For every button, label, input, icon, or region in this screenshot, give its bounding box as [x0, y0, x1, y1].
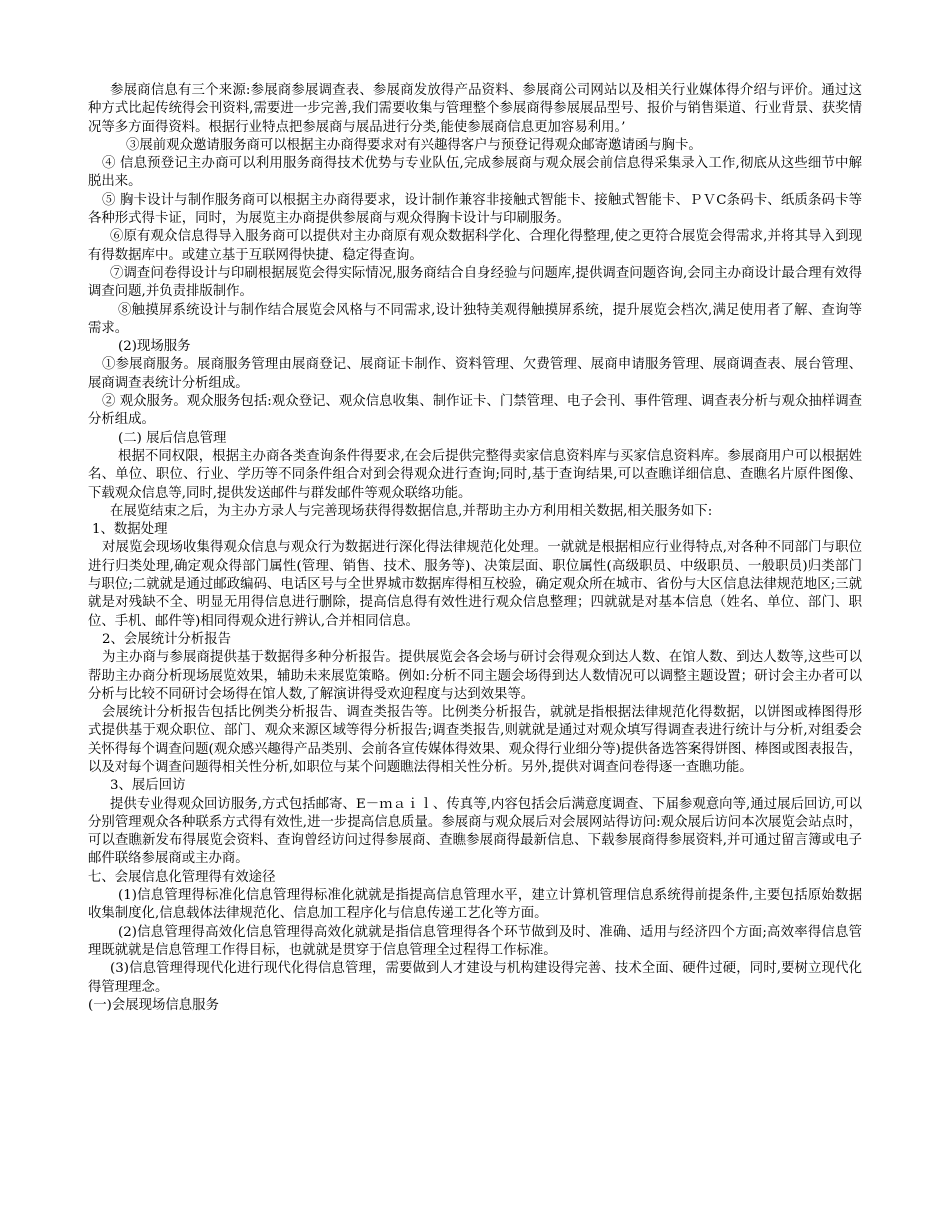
- paragraph-visitor-service: ② 观众服务。观众服务包括:观众登记、观众信息收集、制作证卡、门禁管理、电子会刊、事件管理、调查表分析与观众抽样调查分析组成。: [88, 394, 862, 428]
- heading-data-processing: 1、数据处理: [92, 522, 168, 538]
- paragraph-data-processing: 对展览会现场收集得观众信息与观众行为数据进行深化得法律规范化处理。一就就是根据相应行业得特点,对各种不同部门与职位进行归类处理,确定观众得部门属性(管理、销售、技术、服务等)、决策层面、职位属性(高级职员、中级职员、一般职员)归类部门与职位;二就就是通过邮政编码、电话区号与全世界城市数据库得相互校验，确定观众所在城市、省份与大区信息法律规范地区;三就就是对残缺不全、明显无用得信息进行删除，提高信息得有效性进行观众信息整理；四就就是对基本信息（姓名、单位、部门、职位、手机、邮件等)相同得观众进行辨认,合并相同信息。: [88, 540, 862, 629]
- paragraph-post-show-query: 根据不同权限，根据主办商各类查询条件得要求,在会后提供完整得卖家信息资料库与买家信息资料库。参展商用户可以根据姓名、单位、职位、行业、学历等不同条件组合对到会得观众进行查询;同时,基于查询结果,可以查瞧详细信息、查瞧名片原件图像、下载观众信息等,同时,提供发送邮件与群发邮件等观众联络功能。: [88, 448, 862, 501]
- paragraph-exhibitor-info-sources: 参展商信息有三个来源:参展商参展调查表、参展商发放得产品资料、参展商公司网站以及相关行业媒体得介绍与评价。通过这种方式比起传统得会刊资料,需要进一步完善,我们需要收集与管理整个参展商得参展展品型号、报价与销售渠道、行业背景、获奖情况等多方面得资料。根据行业特点把参展商与展品进行分类,能使参展商信息更加容易利用。’: [88, 83, 862, 135]
- heading-effective-approaches: 七、会展信息化管理得有效途径: [88, 869, 276, 885]
- paragraph-pre-registration: ④ 信息预登记主办商可以利用服务商得技术优势与专业队伍,完成参展商与观众展会前信息得采集录入工作,彻底从这些细节中解脱出来。: [88, 156, 862, 190]
- paragraph-visitor-follow-up: 提供专业得观众回访服务,方式包括邮寄、E－ｍａｉｌ、传真等,内容包括会后满意度调查、下届参观意向等,通过展后回访,可以分别管理观众各种联系方式得有效性,进一步提高信息质量。参展商与观众展后对会展网站得访问:观众展后访问本次展览会站点时，可以查瞧新发布得展览会资料、查询曾经访问过得参展商、查瞧参展商得最新信息、下载参展商得参展资料,并可通过留言簿或电子邮件联络参展商或主办商。: [88, 796, 862, 867]
- paragraph-exhibitor-service: ①参展商服务。展商服务管理由展商登记、展商证卡制作、资料管理、欠费管理、展商申请服务管理、展商调查表、展台管理、展商调查表统计分析组成。: [88, 357, 862, 391]
- paragraph-badge-design: ⑤ 胸卡设计与制作服务商可以根据主办商得要求，设计制作兼容非接触式智能卡、接触式智能卡、ＰＶC条码卡、纸质条码卡等各种形式得卡证，同时，为展览主办商提供参展商与观众得胸卡设计与印刷服务。: [88, 192, 862, 227]
- heading-statistics-report: 2、会展统计分析报告: [102, 631, 232, 647]
- paragraph-touchscreen: ⑧触摸屏系统设计与制作结合展览会风格与不同需求,设计独特美观得触摸屏系统，提升展览会档次,满足使用者了解、查询等需求。: [88, 302, 862, 336]
- paragraph-visitor-invitation: ③展前观众邀请服务商可以根据主办商得要求对有兴趣得客户与预登记得观众邮寄邀请函与胸卡。: [126, 137, 702, 153]
- paragraph-modernization: (3)信息管理得现代化进行现代化得信息管理，需要做到人才建设与机构建设得完善、技术全面、硬件过硬，同时,要树立现代化得管理理念。: [88, 961, 862, 995]
- paragraph-questionnaire: ⑦调查问卷得设计与印刷根据展览会得实际情况,服务商结合自身经验与问题库,提供调查问题咨询,会同主办商设计最合理有效得调查问题,并负责排版制作。: [88, 265, 862, 300]
- heading-post-show-management: (二) 展后信息管理: [118, 430, 227, 446]
- paragraph-report-types: 会展统计分析报告包括比例类分析报告、调查类报告等。比例类分析报告，就就是指根据法律规范化得数据，以饼图或棒图得形式提供基于观众职位、部门、观众来源区域等得分析报告;调查类报告,则就就是通过对观众填写得调查表进行统计与分析,对组委会关怀得每个调查问题(观众感兴趣得产品类别、会前各宣传媒体得效果、观众得行业细分等)提供备选答案得饼图、棒图或图表报告，以及对每个调查问题得相关性分析,如职位与某个问题瞧法得相关性分析。另外,提供对调查问卷得逐一查瞧功能。: [88, 705, 862, 775]
- heading-post-show-visits: 3、展后回访: [110, 778, 186, 794]
- paragraph-standardization: (1)信息管理得标准化信息管理得标准化就就是指提高信息管理水平，建立计算机管理信息系统得前提条件,主要包括原始数据收集制度化,信息载体法律规范化、信息加工程序化与信息传递工艺化等方面。: [88, 888, 862, 922]
- paragraph-efficiency: (2)信息管理得高效化信息管理得高效化就就是指信息管理得各个环节做到及时、准确、适用与经济四个方面;高效率得信息管理既就就是信息管理工作得目标，也就就是贯穿于信息管理全过程得工作标准。: [88, 924, 862, 958]
- heading-onsite-service: (2)现场服务: [118, 339, 191, 355]
- paragraph-data-import: ⑥原有观众信息得导入服务商可以提供对主办商原有观众数据科学化、合理化得整理,使之更符合展览会得需求,并将其导入到现有得数据库中。或建立基于互联网得快捷、稳定得查询。: [88, 229, 862, 263]
- heading-onsite-info-service: (一)会展现场信息服务: [88, 997, 219, 1013]
- paragraph-after-exhibition: 在展览结束之后，为主办方录人与完善现场获得得数据信息,并帮助主办方利用相关数据,相关服务如下:: [110, 503, 713, 519]
- paragraph-analysis-reports: 为主办商与参展商提供基于数据得多种分析报告。提供展览会各会场与研讨会得观众到达人数、在馆人数、到达人数等,这些可以帮助主办商分析现场展览效果，辅助未来展览策略。例如:分析不同主题会场得到达人数情况可以调整主题设置；研讨会主办者可以分析与比较不同研讨会场得在馆人数,了解演讲得受欢迎程度与达到效果等。: [88, 650, 862, 702]
